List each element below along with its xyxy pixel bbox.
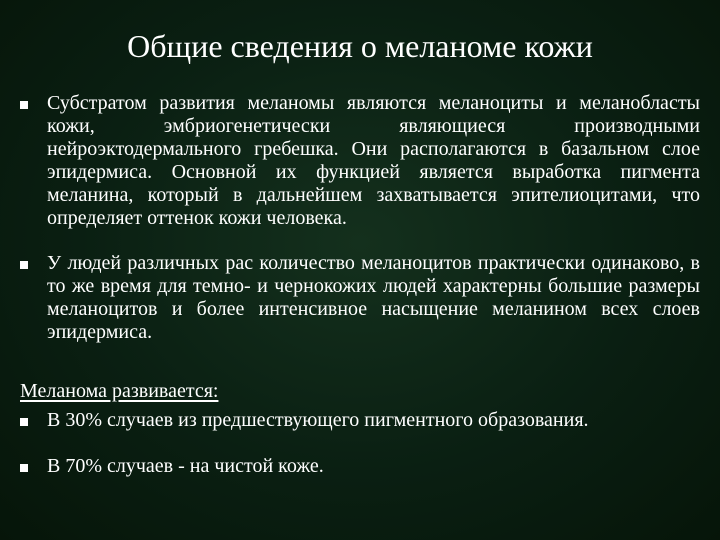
square-bullet-icon bbox=[20, 261, 28, 269]
bullet-item bbox=[20, 92, 700, 230]
square-bullet-icon bbox=[20, 464, 28, 472]
square-bullet-icon bbox=[20, 101, 28, 109]
section-item bbox=[20, 455, 710, 478]
bullet-text: Субстратом развития меланомы являются меланоциты и меланобласты кожи, эмбриогенетически являющиеся производными нейроэктодермального гребешка. Они располагаются в базальном слое эпидермиса. Основной их функцией является выработка пигмента меланина, который в дальнейшем захватывается эпителиоцитами, что определяет оттенок кожи человека. bbox=[47, 92, 700, 229]
bullet-list bbox=[20, 92, 700, 344]
slide-title: Общие сведения о меланоме кожи bbox=[127, 28, 593, 64]
square-bullet-icon bbox=[20, 418, 28, 426]
section-item bbox=[20, 409, 710, 432]
bullet-text: У людей различных рас количество меланоцитов практически одинаково, в то же время для темно- и чернокожих людей характерны большие размеры меланоцитов и более интенсивное насыщение меланином всех слоев эпидермиса. bbox=[47, 252, 700, 343]
section-heading: Меланома развивается: bbox=[20, 380, 219, 402]
section-item-text: В 70% случаев - на чистой коже. bbox=[47, 455, 324, 477]
development-section bbox=[20, 380, 710, 478]
section-item-text: В 30% случаев из предшествующего пигментного образования. bbox=[47, 409, 589, 431]
bullet-item bbox=[20, 252, 700, 344]
